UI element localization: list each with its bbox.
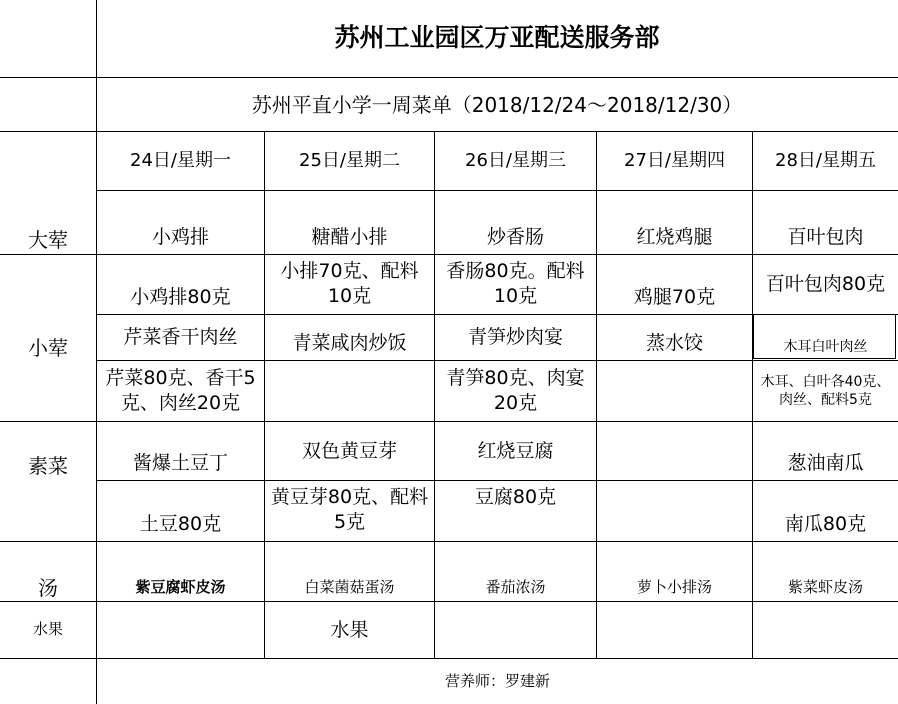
- side-dish: 木耳白叶肉丝: [783, 338, 868, 355]
- category-fruit-label: 水果: [32, 620, 63, 639]
- veg-dish: 双色黄豆芽: [301, 439, 397, 462]
- side-detail: 芹菜80克、香干5克、肉丝20克: [105, 367, 256, 414]
- main-detail: 百叶包肉80克: [765, 273, 886, 296]
- side-dish: 青菜咸肉炒饭: [292, 332, 407, 355]
- soup: 白菜菌菇蛋汤: [304, 577, 395, 596]
- side-detail: 青笋80克、肉宴20克: [446, 367, 585, 414]
- main-detail: 小鸡排80克: [130, 286, 231, 309]
- category-main-label: 大荤: [28, 228, 68, 252]
- company-title: 苏州工业园区万亚配送服务部: [334, 23, 660, 53]
- day-header: 24日/星期一: [130, 150, 231, 172]
- soup: 紫豆腐虾皮汤: [135, 577, 226, 596]
- veg-detail: 黄豆芽80克、配料5克: [270, 486, 429, 533]
- category-veg-label: 素菜: [28, 454, 68, 478]
- soup: 萝卜小排汤: [636, 577, 712, 596]
- veg-detail: 豆腐80克: [474, 486, 557, 508]
- main-dish: 小鸡排: [151, 226, 209, 249]
- day-header: 25日/星期二: [299, 150, 400, 172]
- nutritionist: 营养师：罗建新: [444, 671, 550, 690]
- main-dish: 红烧鸡腿: [636, 226, 713, 249]
- main-detail: 香肠80克。配料10克: [446, 260, 585, 307]
- veg-dish: [597, 422, 752, 480]
- veg-dish: 葱油南瓜: [787, 452, 864, 475]
- soup: 番茄浓汤: [485, 577, 546, 596]
- side-dish: 青笋炒肉宴: [467, 326, 563, 349]
- fruit: [753, 602, 898, 658]
- category-side-label: 小荤: [28, 336, 68, 360]
- fruit: 水果: [330, 618, 369, 641]
- side-dish: 芹菜香干肉丝: [123, 326, 238, 349]
- day-header: 27日/星期四: [624, 150, 725, 172]
- veg-detail: [597, 481, 752, 541]
- main-detail: 鸡腿70克: [633, 286, 716, 309]
- menu-title: 苏州平直小学一周菜单（2018/12/24～2018/12/30）: [251, 92, 743, 117]
- main-detail: 小排70克、配料10克: [280, 260, 419, 307]
- fruit: [435, 602, 596, 658]
- side-detail: [265, 361, 434, 421]
- side-dish: 蒸水饺: [645, 332, 703, 355]
- category-soup-label: 汤: [38, 576, 58, 600]
- veg-dish: 红烧豆腐: [477, 439, 554, 462]
- main-dish: 炒香肠: [486, 226, 544, 249]
- day-header: 28日/星期五: [775, 150, 876, 172]
- main-dish: 百叶包肉: [787, 226, 864, 249]
- fruit: [97, 602, 264, 658]
- veg-detail: 南瓜80克: [784, 513, 867, 536]
- side-detail: [597, 361, 752, 421]
- day-header: 26日/星期三: [465, 150, 566, 172]
- fruit: [597, 602, 752, 658]
- veg-dish: 酱爆土豆丁: [132, 452, 228, 475]
- main-dish: 糖醋小排: [311, 226, 388, 249]
- soup: 紫菜虾皮汤: [787, 577, 863, 596]
- side-detail: 木耳、白叶各40克、肉丝、配料5克: [760, 373, 891, 408]
- veg-detail: 土豆80克: [139, 513, 222, 536]
